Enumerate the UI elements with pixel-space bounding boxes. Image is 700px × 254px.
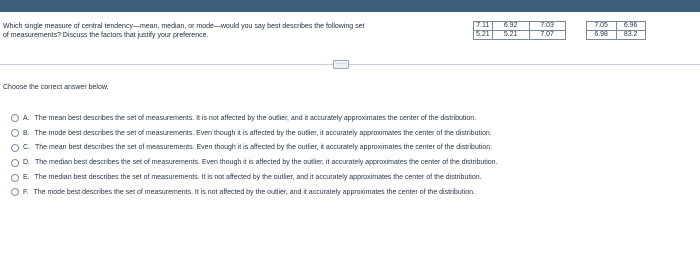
table-cell: 7.05 (586, 22, 616, 31)
instruction-text: Choose the correct answer below. (3, 84, 109, 91)
table-row (474, 22, 646, 31)
expand-more-button[interactable]: ····· (333, 60, 349, 69)
radio-button[interactable] (11, 188, 19, 196)
radio-button[interactable] (11, 114, 19, 122)
table-gap (565, 31, 586, 40)
choice-a[interactable] (11, 111, 498, 126)
question-text (3, 22, 465, 40)
top-bar (0, 0, 700, 12)
table-cell: 6.92 (492, 22, 529, 31)
choice-letter: F. (23, 188, 29, 196)
data-table (473, 21, 646, 40)
choice-text: The mean best describes the set of measurements. Even though it is affected by the outlier, it accurately approximates the center of the distribution. (35, 144, 493, 152)
choice-text: The median best describes the set of measurements. It is not affected by the outlier, and it accurately approximates the center of the distribution. (34, 174, 482, 182)
choice-letter: B. (23, 129, 30, 137)
choice-c[interactable] (11, 141, 498, 156)
table-cell: 5.21 (474, 31, 493, 40)
table-cell: 6.96 (616, 22, 645, 31)
choice-letter: C. (23, 144, 30, 152)
table-cell: 7.07 (529, 31, 565, 40)
choice-text: The mode best describes the set of measurements. Even though it is affected by the outlier, it accurately approximates the center of the distribution. (34, 129, 492, 137)
table-cell: 83.2 (616, 31, 645, 40)
choice-text: The median best describes the set of measurements. Even though it is affected by the outlier, it accurately approximates the center of the distribution. (35, 159, 498, 167)
choice-text: The mode best describes the set of measurements. It is not affected by the outlier, and it accurately approximates the center of the distribution. (33, 188, 475, 196)
answer-choices (11, 111, 498, 200)
radio-button[interactable] (11, 144, 19, 152)
table-cell: 6.98 (586, 31, 616, 40)
table-cell: 7.03 (529, 22, 565, 31)
table-row (474, 31, 646, 40)
choice-letter: D. (23, 159, 30, 167)
section-divider (0, 64, 700, 65)
choice-d[interactable] (11, 155, 498, 170)
choice-letter: E. (23, 174, 30, 182)
question-line-2: of measurements? Discuss the factors that justify your preference. (3, 32, 209, 39)
choice-e[interactable] (11, 170, 498, 185)
table-cell: 5.21 (492, 31, 529, 40)
choice-f[interactable] (11, 185, 498, 200)
radio-button[interactable] (11, 174, 19, 182)
choice-b[interactable] (11, 126, 498, 141)
radio-button[interactable] (11, 159, 19, 167)
table-gap (565, 22, 586, 31)
choice-text: The mean best describes the set of measurements. It is not affected by the outlier, and it accurately approximates the center of the distribution. (34, 114, 477, 122)
choice-letter: A. (23, 114, 30, 122)
question-line-1: Which single measure of central tendency—mean, median, or mode—would you say best describes the following set (3, 23, 365, 30)
table-cell: 7.11 (474, 22, 493, 31)
radio-button[interactable] (11, 129, 19, 137)
